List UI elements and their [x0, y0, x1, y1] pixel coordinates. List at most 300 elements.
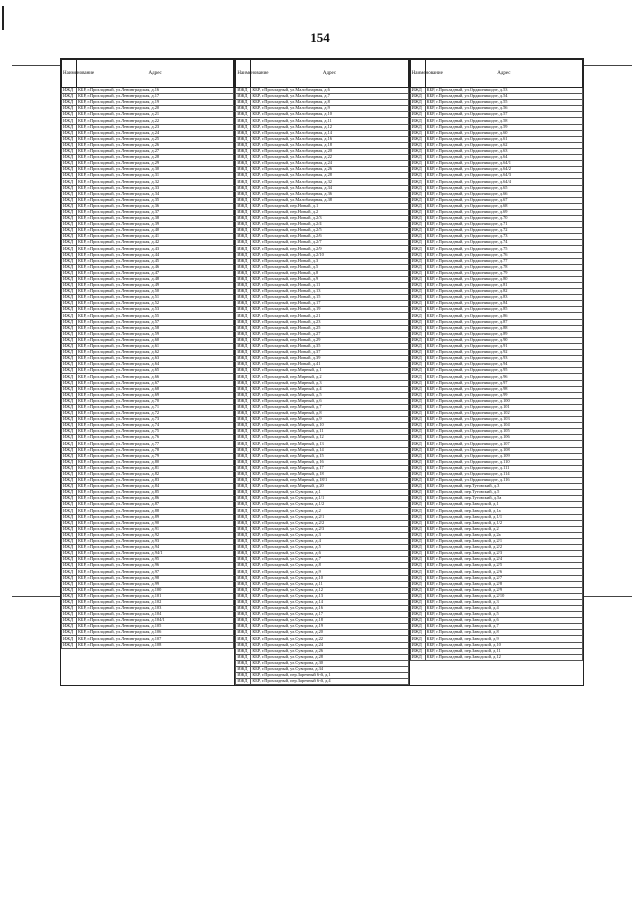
row-address: КБР, г.Прохладный, ул.Ленинградская, д.23 [77, 124, 234, 130]
row-address: КБР, г.Прохладный, ул.Малобазарная, д.38 [251, 197, 408, 203]
scan-tick-mark [584, 65, 632, 66]
row-address: КБР, г.Прохладный, ул.Ленинградская, д.88 [77, 508, 234, 514]
row-address: КБР, г.Прохладный, ул.Суворова, д.9 [251, 569, 408, 575]
row-address: КБР, г.Прохладный, ул.Орджоникидзе, д.107 [425, 441, 582, 447]
row-address: КБР, г.Прохладный, ул.Ленинградская, д.16 [77, 88, 234, 94]
row-address: КБР, г.Прохладный, пер.Мирный, д.4 [251, 386, 408, 392]
row-address: КБР, г.Прохладный, пер.Новый, д.37 [251, 350, 408, 356]
row-address: КБР, г.Прохладный, ул.Ленинградская, д.39 [77, 222, 234, 228]
row-address: КБР, г.Прохладный, ул.Ленинградская, д.94/1 [77, 551, 234, 557]
row-address: КБР, г.Прохладный, ул.Ленинградская, д.101 [77, 593, 234, 599]
row-address: КБР, г.Прохладный, ул.Ленинградская, д.43 [77, 246, 234, 252]
register-column-3 [409, 59, 583, 686]
row-address: КБР, г.Прохладный, ул.Орджоникидзе, д.54 [425, 94, 582, 100]
row-address: КБР, г.Прохладный, ул.Орджоникидзе, д.97 [425, 380, 582, 386]
row-address: КБР, г.Прохладный, ул.Ленинградская, д.89 [77, 514, 234, 520]
header-address: Адрес [251, 60, 408, 88]
row-address: КБР, г.Прохладный, ул.Малобазарная, д.11 [251, 118, 408, 124]
row-address: КБР, г.Прохладный, ул.Орджоникидзе, д.66 [425, 191, 582, 197]
row-address: КБР, г.Прохладный, пер.Заводской, д.7 [425, 624, 582, 630]
row-address: КБР, г.Прохладный, пер.Заводской, д.2/10 [425, 593, 582, 599]
row-address: КБР, г.Прохладный, ул.Суворова, д.14 [251, 599, 408, 605]
row-address: КБР, г.Прохладный, ул.Орджоникидзе, д.58 [425, 118, 582, 124]
row-address: КБР, г.Прохладный, ул.Ленинградская, д.81 [77, 465, 234, 471]
row-address: КБР, г.Прохладный, пер.Заводской, д.1а [425, 508, 582, 514]
row-address: КБР, г.Прохладный, ул.Ленинградская, д.20 [77, 106, 234, 112]
row-address: КБР, г.Прохладный, ул.Орджоникидзе, д.63 [425, 148, 582, 154]
row-address: КБР, г.Прохладный, пер.Заводской, д.2/4 [425, 557, 582, 563]
row-address: КБР, г.Прохладный, ул.Орджоникидзе, д.94 [425, 362, 582, 368]
row-address: КБР, г.Прохладный, ул.Ленинградская, д.82 [77, 471, 234, 477]
row-address: КБР, г.Прохладный, ул.Ленинградская, д.71 [77, 404, 234, 410]
row-address: КБР, г.Прохладный, ул.Орджоникидзе, д.64/2 [425, 167, 582, 173]
row-address: КБР, г.Прохладный, пер.Новый, д.2/10 [251, 252, 408, 258]
row-address: КБР, г.Прохладный, пер.Заводской, д.5 [425, 612, 582, 618]
row-address: КБР, г.Прохладный, пер.Заводской, д.2/3 [425, 551, 582, 557]
row-address: КБР, г.Прохладный, пер.Новый, д.23 [251, 319, 408, 325]
row-address: КБР, г.Прохладный, пер.Заводской, д.2/8 [425, 581, 582, 587]
row-address: КБР, г.Прохладный, ул.Орджоникидзе, д.57 [425, 112, 582, 118]
row-address: КБР, г.Прохладный, ул.Ленинградская, д.75 [77, 429, 234, 435]
row-address: КБР, г.Прохладный, пер.Новый, д.2/4 [251, 222, 408, 228]
row-address: КБР, г.Прохладный, ул.Ленинградская, д.21 [77, 112, 234, 118]
row-address: КБР, г.Прохладный, ул.Ленинградская, д.92 [77, 532, 234, 538]
row-address: КБР, г.Прохладный, ул.Ленинградская, д.85 [77, 490, 234, 496]
row-address: КБР, г.Прохладный, ул.Ленинградская, д.53 [77, 307, 234, 313]
row-address: КБР, г.Прохладный, ул.Ленинградская, д.60 [77, 337, 234, 343]
row-address: КБР, г.Прохладный, ул.Орджоникидзе, д.80 [425, 276, 582, 282]
row-address: КБР, г.Прохладный, ул.Ленинградская, д.59 [77, 331, 234, 337]
row-address: КБР, г.Прохладный, ул.Орджоникидзе, д.99 [425, 392, 582, 398]
row-address: КБР, г.Прохладный, пер.Заводской, д.2/7 [425, 575, 582, 581]
row-address: КБР, г.Прохладный, ул.Орджоникидзе, д.86 [425, 313, 582, 319]
row-address: КБР, г.Прохладный, ул.Ленинградская, д.58 [77, 325, 234, 331]
row-address: КБР, г.Прохладный, пер.Заводской, д.2/1 [425, 538, 582, 544]
header-address: Адрес [425, 60, 582, 88]
row-address: КБР, г.Прохладный, пер.Новый, д.2/7 [251, 240, 408, 246]
row-address: КБР, г.Прохладный, ул.Ленинградская, д.33 [77, 185, 234, 191]
scan-tick-mark [584, 596, 632, 597]
row-address: КБР, г.Прохладный, ул.Малобазарная, д.10 [251, 112, 408, 118]
row-address: КБР, г.Прохладный, ул.Орджоникидзе, д.64/3 [425, 173, 582, 179]
row-address: КБР, г.Прохладный, ул.Суворова, д.6 [251, 551, 408, 557]
row-address: КБР, г.Прохладный, пер.Мирный, д.9 [251, 417, 408, 423]
row-address: КБР, г.Прохладный, ул.Орджоникидзе, д.77 [425, 258, 582, 264]
row-address: КБР, г.Прохладный, ул.Ленинградская, д.105 [77, 624, 234, 630]
row-address: КБР, г.Прохладный, ул.Суворова, д.2/2 [251, 520, 408, 526]
row-address: КБР, г.Прохладный, ул.Ленинградская, д.24 [77, 130, 234, 136]
row-address: КБР, г.Прохладный, ул.Суворова, д.1/1 [251, 496, 408, 502]
row-address: КБР, г.Прохладный, ул.Ленинградская, д.84 [77, 484, 234, 490]
row-address: КБР, г.Прохладный, ул.Орджоникидзе, д.108 [425, 447, 582, 453]
row-address: КБР, г.Прохладный, ул.Малобазарная, д.14 [251, 130, 408, 136]
row-address: КБР, г.Прохладный, ул.Суворова, д.7 [251, 557, 408, 563]
row-address: КБР, г.Прохладный, ул.Орджоникидзе, д.88 [425, 325, 582, 331]
page-number: 154 [310, 30, 330, 45]
row-address: КБР, г.Прохладный, пер.Новый, д.11 [251, 283, 408, 289]
row-address: КБР, г.Прохладный, пер.Новый, д.29 [251, 337, 408, 343]
row-address: КБР, г.Прохладный, ул.Малобазарная, д.9 [251, 106, 408, 112]
row-address: КБР, г.Прохладный, пер.Новый, д.35 [251, 343, 408, 349]
row-address: КБР, г.Прохладный, пер.Заводской, д.2 [425, 526, 582, 532]
row-address: КБР, г.Прохладный, пер.Заводской, д.2/2 [425, 545, 582, 551]
row-address: КБР, г.Прохладный, ул.Ленинградская, д.73 [77, 417, 234, 423]
row-address: КБР, г.Прохладный, пер.Новый, д.25 [251, 325, 408, 331]
row-address: КБР, г.Прохладный, ул.Суворова, д.13 [251, 593, 408, 599]
row-address: КБР, г.Прохладный, ул.Ленинградская, д.107 [77, 636, 234, 642]
row-address: КБР, г.Прохладный, ул.Малобазарная, д.28 [251, 173, 408, 179]
table-row [236, 679, 408, 685]
row-address: КБР, г.Прохладный, ул.Ленинградская, д.108 [77, 642, 234, 648]
row-address: КБР, г.Прохладный, пер.Заводской, д.2а [425, 532, 582, 538]
row-address: КБР, г.Прохладный, ул.Малобазарная, д.22 [251, 155, 408, 161]
row-address: КБР, г.Прохладный, ул.Суворова, д.34 [251, 666, 408, 672]
row-address: КБР, г.Прохладный, пер.Мирный, д.5 [251, 392, 408, 398]
row-address: КБР, г.Прохладный, ул.Ленинградская, д.74 [77, 423, 234, 429]
row-address: КБР, г.Прохладный, ул.Ленинградская, д.72 [77, 410, 234, 416]
row-address: КБР, г.Прохладный, ул.Орджоникидзе, д.98 [425, 386, 582, 392]
row-address: КБР, г.Прохладный, ул.Суворова, д.19 [251, 624, 408, 630]
row-address: КБР, г.Прохладный, ул.Малобазарная, д.32 [251, 179, 408, 185]
row-address: КБР, г.Прохладный, пер.Мирный, д.8 [251, 410, 408, 416]
row-address: КБР, г.Прохладный, ул.Орджоникидзе, д.53 [425, 88, 582, 94]
row-address: КБР, г.Прохладный, ул.Суворова, д.24 [251, 642, 408, 648]
row-address: КБР, г.Прохладный, ул.Орджоникидзе, д.61 [425, 136, 582, 142]
row-address: КБР, г.Прохладный, пер.Заводской, д.12 [425, 654, 582, 660]
row-address: КБР, г.Прохладный, ул.Ленинградская, д.37 [77, 209, 234, 215]
row-type [410, 654, 425, 660]
row-address: КБР, г.Прохладный, ул.Ленинградская, д.55 [77, 313, 234, 319]
row-address: КБР, г.Прохладный, пер.Новый, д.5 [251, 264, 408, 270]
row-address: КБР, г.Прохладный, ул.Орджоникидзе, д.106 [425, 435, 582, 441]
row-address: КБР, г.Прохладный, ул.Ленинградская, д.94 [77, 545, 234, 551]
row-address: КБР, г.Прохладный, пер.Новый, д.2 [251, 209, 408, 215]
row-address: КБР, г.Прохладный, пер.Заводской, д.1/2 [425, 520, 582, 526]
row-address: КБР, г.Прохладный, пер.Мирный, д.12 [251, 435, 408, 441]
row-address: КБР, г.Прохладный, ул.Ленинградская, д.97 [77, 569, 234, 575]
row-address: КБР, г.Прохладный, ул.Ленинградская, д.47 [77, 270, 234, 276]
row-address: КБР, г.Прохладный, ул.Ленинградская, д.19 [77, 100, 234, 106]
row-address: КБР, г.Прохладный, пер.Мирный, д.18/1 [251, 478, 408, 484]
row-address: КБР, г.Прохладный, ул.Малобазарная, д.6 [251, 88, 408, 94]
row-address: КБР, г.Прохладный, ул.Ленинградская, д.69 [77, 392, 234, 398]
row-address: КБР, г.Прохладный, ул.Орджоникидзе, д.69 [425, 209, 582, 215]
register-column-2 [235, 59, 409, 686]
header-name: Наименование [62, 60, 77, 88]
row-address: КБР, г.Прохладный, ул.Орджоникидзе, д.93 [425, 356, 582, 362]
row-address: КБР, г.Прохладный, ул.Орджоникидзе, д.109 [425, 453, 582, 459]
row-address: КБР, г.Прохладный, ул.Ленинградская, д.46 [77, 264, 234, 270]
row-address: КБР, г.Прохладный, ул.Ленинградская, д.52 [77, 301, 234, 307]
row-address: КБР, г.Прохладный, пер.Мирный, д.13 [251, 441, 408, 447]
header-name: Наименование [236, 60, 251, 88]
row-address: КБР, г.Прохладный, пер.Мирный, д.18 [251, 471, 408, 477]
row-address: КБР, г.Прохладный, пер.Мирный, д.2 [251, 374, 408, 380]
table-row [62, 642, 234, 648]
scan-tick-mark [12, 65, 60, 66]
row-address: КБР, г.Прохладный, ул.Ленинградская, д.79 [77, 453, 234, 459]
row-address: КБР, г.Прохладный, ул.Ленинградская, д.68 [77, 386, 234, 392]
row-address: КБР, г.Прохладный, ул.Орджоникидзе, д.91 [425, 343, 582, 349]
row-address: КБР, г.Прохладный, ул.Ленинградская, д.51 [77, 295, 234, 301]
row-address: КБР, г.Прохладный, ул.Орджоникидзе, д.114 [425, 471, 582, 477]
row-address: КБР, г.Прохладный, ул.Ленинградская, д.26 [77, 142, 234, 148]
row-address: КБР, г.Прохладный, ул.Орджоникидзе, д.103 [425, 417, 582, 423]
row-address: КБР, г.Прохладный, ул.Орджоникидзе, д.90 [425, 337, 582, 343]
table-row [410, 654, 582, 660]
row-address: КБР, г.Прохладный, ул.Ленинградская, д.102 [77, 599, 234, 605]
row-address: КБР, г.Прохладный, ул.Орджоникидзе, д.81 [425, 283, 582, 289]
row-address: КБР, г.Прохладный, пер.Заречный 6-й, д.4 [251, 679, 408, 685]
row-address: КБР, г.Прохладный, ул.Ленинградская, д.41 [77, 234, 234, 240]
row-address: КБР, г.Прохладный, ул.Орджоникидзе, д.59 [425, 124, 582, 130]
row-address: КБР, г.Прохладный, пер.Мирный, д.10 [251, 423, 408, 429]
row-address: КБР, г.Прохладный, ул.Орджоникидзе, д.73 [425, 234, 582, 240]
row-address: КБР, г.Прохладный, ул.Ленинградская, д.35 [77, 197, 234, 203]
row-address: КБР, г.Прохладный, ул.Ленинградская, д.83 [77, 478, 234, 484]
row-address: КБР, г.Прохладный, ул.Ленинградская, д.40 [77, 228, 234, 234]
row-address: КБР, г.Прохладный, ул.Суворова, д.18 [251, 618, 408, 624]
row-address: КБР, г.Прохладный, пер.Мирный, д.16 [251, 459, 408, 465]
row-address: КБР, г.Прохладный, пер.Заречный 6-й, д.1 [251, 673, 408, 679]
row-type [236, 679, 251, 685]
scan-edge-mark [2, 6, 4, 30]
row-address: КБР, г.Прохладный, пер.Новый, д.8 [251, 270, 408, 276]
row-address: КБР, г.Прохладный, ул.Орджоникидзе, д.105 [425, 429, 582, 435]
row-address: КБР, г.Прохладный, ул.Ленинградская, д.87 [77, 502, 234, 508]
register-column-1 [61, 59, 235, 686]
row-address: КБР, г.Прохладный, ул.Ленинградская, д.45 [77, 258, 234, 264]
row-address: КБР, г.Прохладный, ул.Ленинградская, д.76 [77, 435, 234, 441]
row-address: КБР, г.Прохладный, пер.Мирный, д.15 [251, 453, 408, 459]
row-address: КБР, г.Прохладный, ул.Орджоникидзе, д.74 [425, 240, 582, 246]
row-address: КБР, г.Прохладный, ул.Суворова, д.12 [251, 587, 408, 593]
row-address: КБР, г.Прохладный, ул.Суворова, д.8 [251, 563, 408, 569]
row-address: КБР, г.Прохладный, ул.Орджоникидзе, д.82 [425, 289, 582, 295]
row-address: КБР, г.Прохладный, пер.Новый, д.2/5 [251, 228, 408, 234]
row-address: КБР, г.Прохладный, ул.Малобазарная, д.24 [251, 161, 408, 167]
row-address: КБР, г.Прохладный, ул.Малобазарная, д.12 [251, 124, 408, 130]
row-address: КБР, г.Прохладный, ул.Орджоникидзе, д.116 [425, 478, 582, 484]
row-address: КБР, г.Прохладный, ул.Орджоникидзе, д.71 [425, 222, 582, 228]
row-address: КБР, г.Прохладный, пер.Новый, д.9 [251, 276, 408, 282]
row-address: КБР, г.Прохладный, ул.Суворова, д.26 [251, 648, 408, 654]
row-address: КБР, г.Прохладный, ул.Орджоникидзе, д.101 [425, 404, 582, 410]
row-address: КБР, г.Прохладный, ул.Малобазарная, д.7 [251, 94, 408, 100]
row-address: КБР, г.Прохладный, ул.Ленинградская, д.99 [77, 581, 234, 587]
row-address: КБР, г.Прохладный, ул.Ленинградская, д.66 [77, 374, 234, 380]
row-address: КБР, г.Прохладный, ул.Орджоникидзе, д.65 [425, 185, 582, 191]
row-address: КБР, г.Прохладный, ул.Ленинградская, д.34 [77, 191, 234, 197]
row-address: КБР, г.Прохладный, пер.Мирный, д.17 [251, 465, 408, 471]
row-address: КБР, г.Прохладный, ул.Суворова, д.22 [251, 636, 408, 642]
row-address: КБР, г.Прохладный, ул.Ленинградская, д.100 [77, 587, 234, 593]
row-address: КБР, г.Прохладный, пер.Заводской, д.9 [425, 636, 582, 642]
row-address: КБР, г.Прохладный, ул.Суворова, д.20 [251, 630, 408, 636]
row-address: КБР, г.Прохладный, пер.Новый, д.1 [251, 203, 408, 209]
row-address: КБР, г.Прохладный, пер.Заводской, д.11 [425, 648, 582, 654]
row-address: КБР, г.Прохладный, ул.Ленинградская, д.48 [77, 276, 234, 282]
row-address: КБР, г.Прохладный, пер.Новый, д.3 [251, 258, 408, 264]
row-address: КБР, г.Прохладный, пер.Заводской, д.2/5 [425, 563, 582, 569]
row-address: КБР, г.Прохладный, ул.Ленинградская, д.38 [77, 215, 234, 221]
row-address: КБР, г.Прохладный, ул.Ленинградская, д.104 [77, 612, 234, 618]
row-address: КБР, г.Прохладный, пер.Мирный, д.3 [251, 380, 408, 386]
header-address: Адрес [77, 60, 234, 88]
row-address: КБР, г.Прохладный, пер.Заводской, д.3 [425, 599, 582, 605]
row-address: КБР, г.Прохладный, ул.Ленинградская, д.28 [77, 155, 234, 161]
row-address: КБР, г.Прохладный, ул.Ленинградская, д.78 [77, 447, 234, 453]
row-address: КБР, г.Прохладный, ул.Ленинградская, д.27 [77, 148, 234, 154]
row-address: КБР, г.Прохладный, ул.Ленинградская, д.64 [77, 362, 234, 368]
row-type [62, 642, 77, 648]
row-address: КБР, г.Прохладный, ул.Орджоникидзе, д.75 [425, 246, 582, 252]
row-address: КБР, г.Прохладный, ул.Орджоникидзе, д.72 [425, 228, 582, 234]
row-address: КБР, г.Прохладный, ул.Малобазарная, д.16 [251, 136, 408, 142]
row-address: КБР, г.Прохладный, ул.Малобазарная, д.26 [251, 167, 408, 173]
row-address: КБР, г.Прохладный, ул.Суворова, д.30 [251, 660, 408, 666]
row-address: КБР, г.Прохладный, пер.Новый, д.39 [251, 356, 408, 362]
row-address: КБР, г.Прохладный, ул.Ленинградская, д.36 [77, 203, 234, 209]
row-address: КБР, г.Прохладный, ул.Ленинградская, д.63 [77, 356, 234, 362]
row-address: КБР, г.Прохладный, ул.Ленинградская, д.96 [77, 563, 234, 569]
header-name: Наименование [410, 60, 425, 88]
row-address: КБР, г.Прохладный, ул.Орджоникидзе, д.56 [425, 106, 582, 112]
row-address: КБР, г.Прохладный, пер.Заводской, д.10 [425, 642, 582, 648]
row-address: КБР, г.Прохладный, ул.Ленинградская, д.30 [77, 167, 234, 173]
row-address: КБР, г.Прохладный, ул.Орджоникидзе, д.102 [425, 410, 582, 416]
row-address: КБР, г.Прохладный, ул.Орджоникидзе, д.76 [425, 252, 582, 258]
row-address: КБР, г.Прохладный, ул.Орджоникидзе, д.78 [425, 264, 582, 270]
row-address: КБР, г.Прохладный, ул.Суворова, д.1 [251, 490, 408, 496]
row-address: КБР, г.Прохладный, ул.Ленинградская, д.77 [77, 441, 234, 447]
row-address: КБР, г.Прохладный, ул.Орджоникидзе, д.79 [425, 270, 582, 276]
row-address: КБР, г.Прохладный, ул.Суворова, д.11 [251, 581, 408, 587]
row-address: КБР, г.Прохладный, ул.Суворова, д.17 [251, 612, 408, 618]
row-address: КБР, г.Прохладный, ул.Малобазарная, д.36 [251, 191, 408, 197]
row-address: КБР, г.Прохладный, ул.Ленинградская, д.70 [77, 398, 234, 404]
row-address: КБР, г.Прохладный, ул.Суворова, д.2/3 [251, 526, 408, 532]
row-address: КБР, г.Прохладный, ул.Суворова, д.3 [251, 532, 408, 538]
row-address: КБР, г.Прохладный, ул.Орджоникидзе, д.111 [425, 465, 582, 471]
row-address: КБР, г.Прохладный, ул.Ленинградская, д.95 [77, 557, 234, 563]
row-address: КБР, г.Прохладный, ул.Орджоникидзе, д.95 [425, 368, 582, 374]
row-address: КБР, г.Прохладный, ул.Ленинградская, д.65 [77, 368, 234, 374]
row-address: КБР, г.Прохладный, пер.Заводской, д.2/6 [425, 569, 582, 575]
row-address: КБР, г.Прохладный, ул.Ленинградская, д.50 [77, 289, 234, 295]
row-address: КБР, г.Прохладный, пер.Мирный, д.1 [251, 368, 408, 374]
row-address: КБР, г.Прохладный, ул.Суворова, д.4 [251, 538, 408, 544]
row-address: КБР, г.Прохладный, ул.Ленинградская, д.67 [77, 380, 234, 386]
row-address: КБР, г.Прохладный, ул.Ленинградская, д.91 [77, 526, 234, 532]
row-address: КБР, г.Прохладный, пер.Новый, д.41 [251, 362, 408, 368]
row-address: КБР, г.Прохладный, ул.Ленинградская, д.86 [77, 496, 234, 502]
row-address: КБР, г.Прохладный, пер.Мирный, д.14 [251, 447, 408, 453]
row-address: КБР, г.Прохладный, пер.Новый, д.13 [251, 289, 408, 295]
row-address: КБР, г.Прохладный, ул.Орджоникидзе, д.104 [425, 423, 582, 429]
row-address: КБР, г.Прохладный, пер.Мирный, д.7 [251, 404, 408, 410]
row-address: КБР, г.Прохладный, ул.Малобазарная, д.8 [251, 100, 408, 106]
row-address: КБР, г.Прохладный, ул.Ленинградская, д.49 [77, 283, 234, 289]
row-address: КБР, г.Прохладный, ул.Ленинградская, д.32 [77, 179, 234, 185]
row-address: КБР, г.Прохладный, ул.Малобазарная, д.20 [251, 148, 408, 154]
row-address: КБР, г.Прохладный, ул.Орджоникидзе, д.70 [425, 215, 582, 221]
row-address: КБР, г.Прохладный, ул.Суворова, д.2/1 [251, 514, 408, 520]
row-address: КБР, г.Прохладный, ул.Ленинградская, д.80 [77, 459, 234, 465]
row-address: КБР, г.Прохладный, ул.Орджоникидзе, д.67 [425, 197, 582, 203]
row-address: КБР, г.Прохладный, ул.Орджоникидзе, д.92 [425, 350, 582, 356]
row-address: КБР, г.Прохладный, ул.Малобазарная, д.18 [251, 142, 408, 148]
row-address: КБР, г.Прохладный, ул.Ленинградская, д.62 [77, 350, 234, 356]
row-address: КБР, г.Прохладный, ул.Ленинградская, д.22 [77, 118, 234, 124]
row-address: КБР, г.Прохладный, пер.Новый, д.2/9 [251, 246, 408, 252]
row-address: КБР, г.Прохладный, ул.Ленинградская, д.17 [77, 94, 234, 100]
row-address: КБР, г.Прохладный, ул.Орджоникидзе, д.55 [425, 100, 582, 106]
row-address: КБР, г.Прохладный, ул.Ленинградская, д.98 [77, 575, 234, 581]
row-address: КБР, г.Прохладный, ул.Орджоникидзе, д.96 [425, 374, 582, 380]
row-address: КБР, г.Прохладный, пер.Тутовский, д.5 [425, 490, 582, 496]
row-address: КБР, г.Прохладный, ул.Ленинградская, д.42 [77, 240, 234, 246]
row-address: КБР, г.Прохладный, ул.Суворова, д.1/2 [251, 502, 408, 508]
address-register-table [60, 58, 584, 686]
row-address: КБР, г.Прохладный, ул.Ленинградская, д.29 [77, 161, 234, 167]
row-address: КБР, г.Прохладный, ул.Ленинградская, д.93 [77, 538, 234, 544]
row-address: КБР, г.Прохладный, ул.Ленинградская, д.31 [77, 173, 234, 179]
row-address: КБР, г.Прохладный, ул.Орджоникидзе, д.83 [425, 295, 582, 301]
scan-tick-mark [12, 596, 60, 597]
row-address: КБР, г.Прохладный, ул.Орджоникидзе, д.84 [425, 301, 582, 307]
row-address: КБР, г.Прохладный, ул.Ленинградская, д.90 [77, 520, 234, 526]
row-address: КБР, г.Прохладный, ул.Ленинградская, д.57 [77, 319, 234, 325]
row-address: КБР, г.Прохладный, ул.Ленинградская, д.106 [77, 630, 234, 636]
row-address: КБР, г.Прохладный, ул.Орджоникидзе, д.100 [425, 398, 582, 404]
row-address: КБР, г.Прохладный, ул.Ленинградская, д.104/1 [77, 618, 234, 624]
row-address: КБР, г.Прохладный, пер.Тутовский, д.3 [425, 484, 582, 490]
row-address: КБР, г.Прохладный, ул.Малобазарная, д.34 [251, 185, 408, 191]
row-address: КБР, г.Прохладный, пер.Новый, д.2/3 [251, 215, 408, 221]
row-address: КБР, г.Прохладный, пер.Новый, д.21 [251, 313, 408, 319]
row-address: КБР, г.Прохладный, ул.Ленинградская, д.25 [77, 136, 234, 142]
row-address: КБР, г.Прохладный, пер.Заводской, д.1 [425, 502, 582, 508]
row-address: КБР, г.Прохладный, ул.Суворова, д.2 [251, 508, 408, 514]
row-address: КБР, г.Прохладный, пер.Новый, д.17 [251, 301, 408, 307]
row-address: КБР, г.Прохладный, пер.Заводской, д.6 [425, 618, 582, 624]
row-address: КБР, г.Прохладный, ул.Ленинградская, д.103 [77, 605, 234, 611]
row-address: КБР, г.Прохладный, пер.Новый, д.2/6 [251, 234, 408, 240]
row-address: КБР, г.Прохладный, пер.Новый, д.15 [251, 295, 408, 301]
row-address: КБР, г.Прохладный, ул.Ленинградская, д.61 [77, 343, 234, 349]
row-address: КБР, г.Прохладный, пер.Новый, д.19 [251, 307, 408, 313]
row-address: КБР, г.Прохладный, ул.Орджоникидзе, д.64/1 [425, 161, 582, 167]
row-address: КБР, г.Прохладный, ул.Орджоникидзе, д.110 [425, 459, 582, 465]
row-address: КБР, г.Прохладный, ул.Суворова, д.28 [251, 654, 408, 660]
row-address: КБР, г.Прохладный, ул.Орджоникидзе, д.68 [425, 203, 582, 209]
row-address: КБР, г.Прохладный, ул.Суворова, д.5 [251, 545, 408, 551]
row-address: КБР, г.Прохладный, ул.Орджоникидзе, д.62 [425, 142, 582, 148]
row-address: КБР, г.Прохладный, ул.Орджоникидзе, д.87 [425, 319, 582, 325]
row-address: КБР, г.Прохладный, ул.Орджоникидзе, д.85 [425, 307, 582, 313]
row-address: КБР, г.Прохладный, пер.Заводской, д.2/9 [425, 587, 582, 593]
row-address: КБР, г.Прохладный, пер.Новый, д.27 [251, 331, 408, 337]
row-address: КБР, г.Прохладный, пер.Заводской, д.8 [425, 630, 582, 636]
row-address: КБР, г.Прохладный, ул.Орджоникидзе, д.64/4 [425, 179, 582, 185]
row-address: КБР, г.Прохладный, ул.Ленинградская, д.44 [77, 252, 234, 258]
row-address: КБР, г.Прохладный, ул.Суворова, д.10 [251, 575, 408, 581]
row-address: КБР, г.Прохладный, ул.Орджоникидзе, д.89 [425, 331, 582, 337]
row-address: КБР, г.Прохладный, ул.Орджоникидзе, д.64 [425, 155, 582, 161]
row-address: КБР, г.Прохладный, пер.Мирный, д.11 [251, 429, 408, 435]
row-address: КБР, г.Прохладный, пер.Мирный, д.6 [251, 398, 408, 404]
